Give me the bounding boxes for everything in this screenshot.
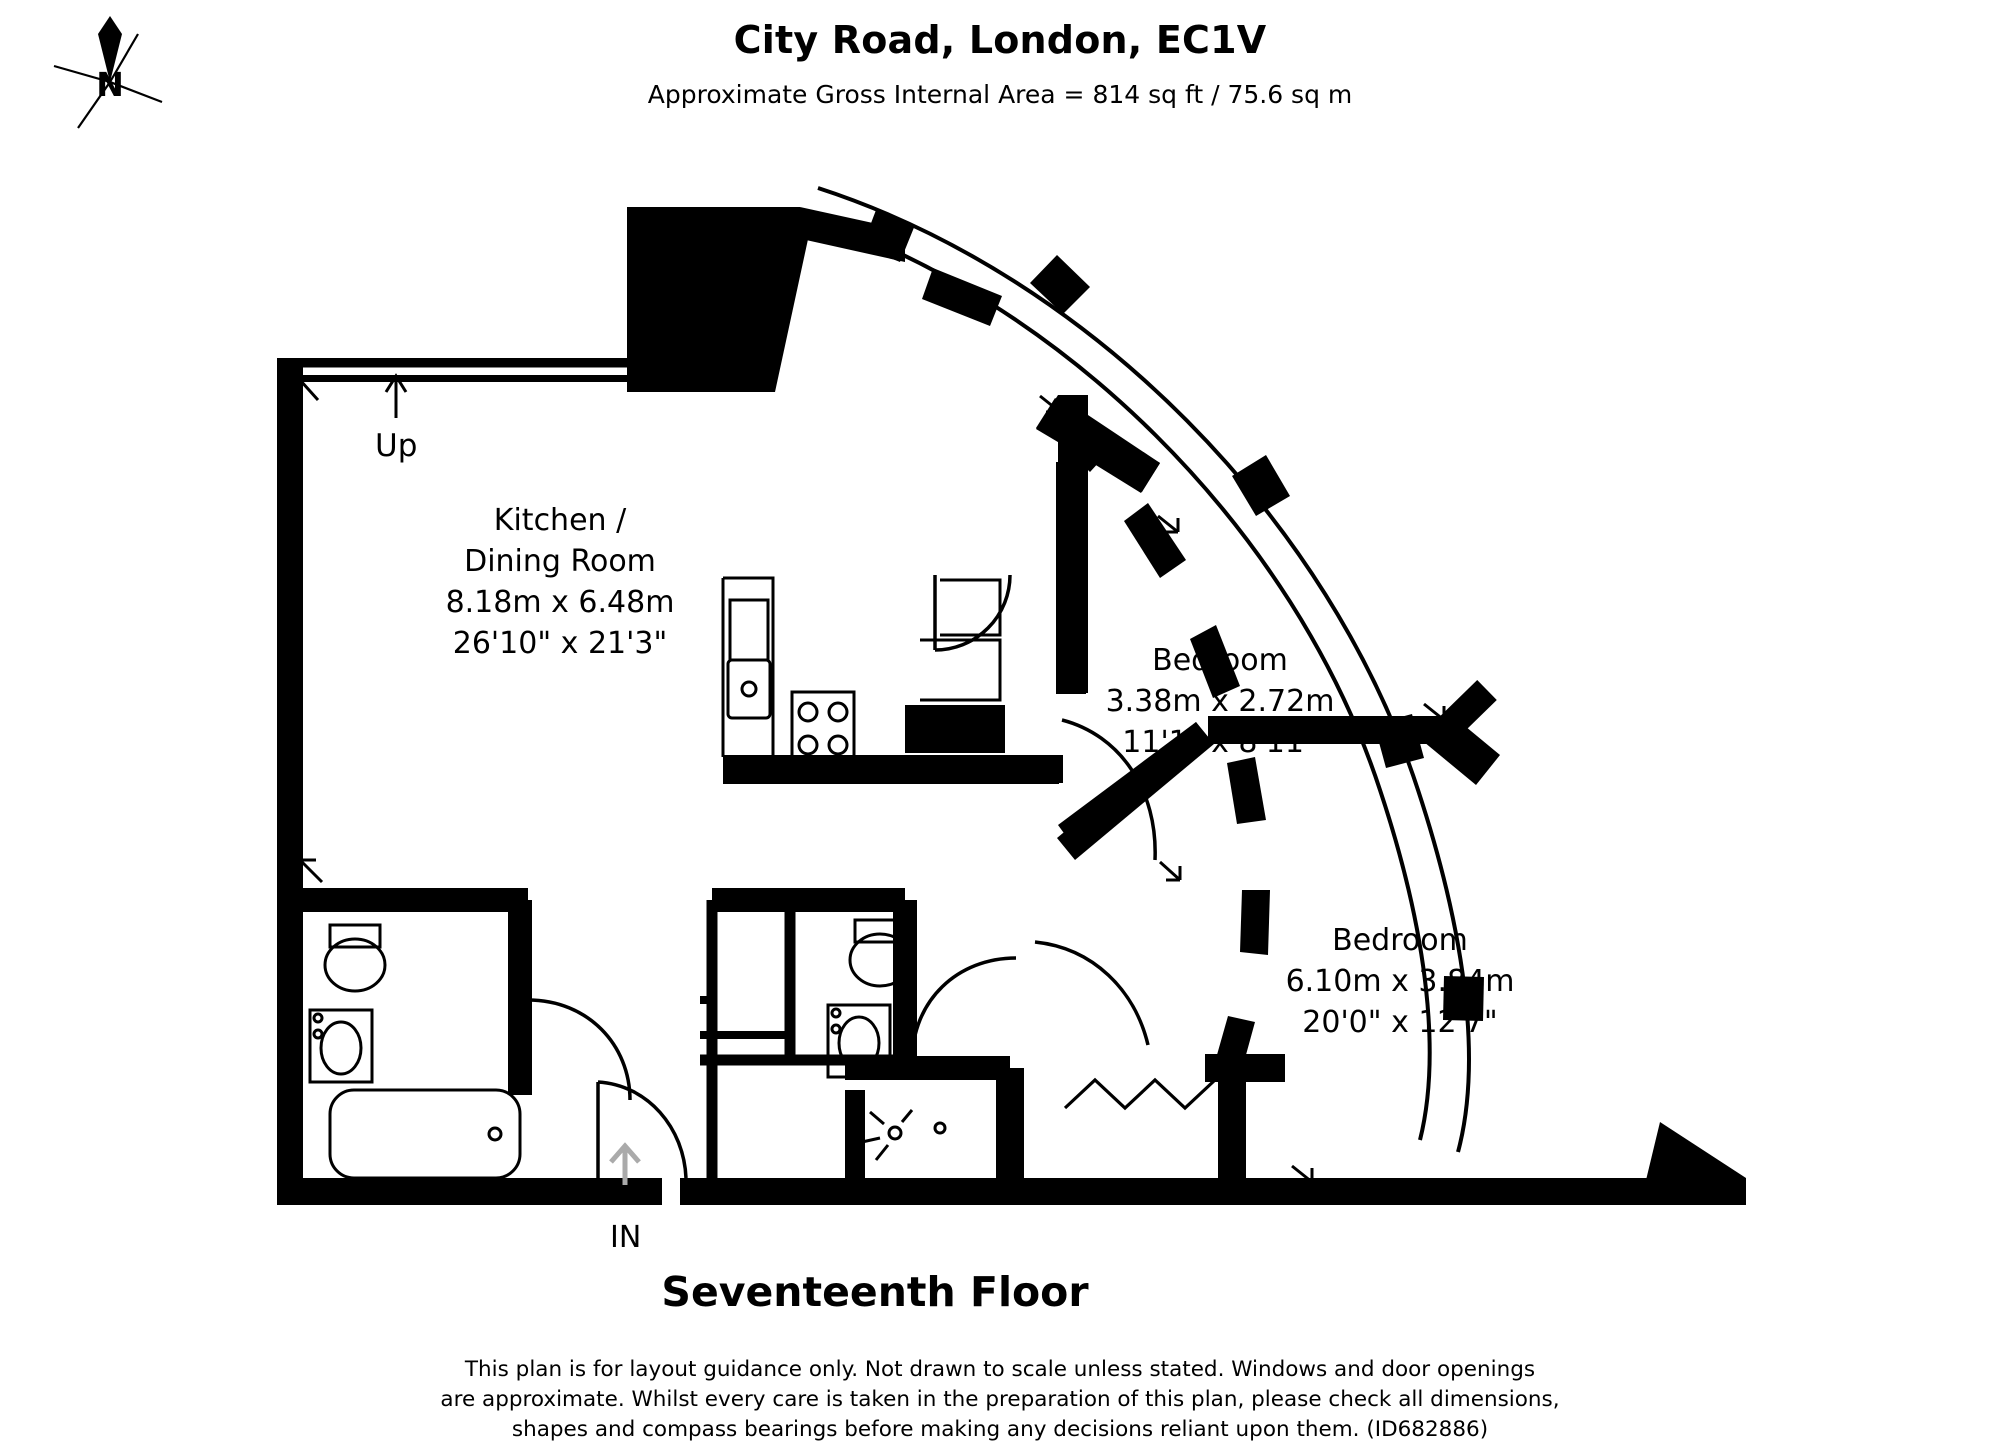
room-name: Bedroom [1152, 643, 1288, 678]
gross-internal-area-note: Approximate Gross Internal Area = 814 sq ft / 75.6 sq m [647, 80, 1353, 109]
disclaimer-line-3: shapes and compass bearings before making any decisions reliant upon them. (ID682886) [511, 1417, 1489, 1442]
floor-caption: Seventeenth Floor [661, 1268, 1089, 1316]
stairs-up-label: Up [375, 428, 418, 464]
room-dimensions-imperial: 20'0" x 12'7" [1302, 1005, 1498, 1040]
room-name-line1: Kitchen / [493, 503, 627, 538]
disclaimer-line-2: are approximate. Whilst every care is taken in the preparation of this plan, please check all dimensions, [440, 1387, 1560, 1412]
entrance-label: IN [610, 1220, 642, 1255]
room-dimensions-metric: 8.18m x 6.48m [445, 585, 675, 620]
room-name: Bedroom [1332, 923, 1468, 958]
disclaimer-line-1: This plan is for layout guidance only. Not drawn to scale unless stated. Windows and door openings [464, 1357, 1536, 1382]
svg-text:N: N [96, 65, 124, 104]
room-name-line2: Dining Room [464, 544, 656, 579]
room-label-kitchen-dining [380, 500, 740, 664]
room-dimensions-imperial: 26'10" x 21'3" [452, 626, 668, 661]
room-dimensions-imperial: 11'1" x 8'11" [1122, 725, 1318, 760]
room-label-bedroom-2 [1240, 920, 1560, 1043]
page-title: City Road, London, EC1V [733, 18, 1267, 62]
disclaimer [0, 1355, 2000, 1445]
room-dimensions-metric: 3.38m x 2.72m [1105, 684, 1335, 719]
room-label-bedroom-1 [1060, 640, 1380, 763]
room-dimensions-metric: 6.10m x 3.84m [1285, 964, 1515, 999]
